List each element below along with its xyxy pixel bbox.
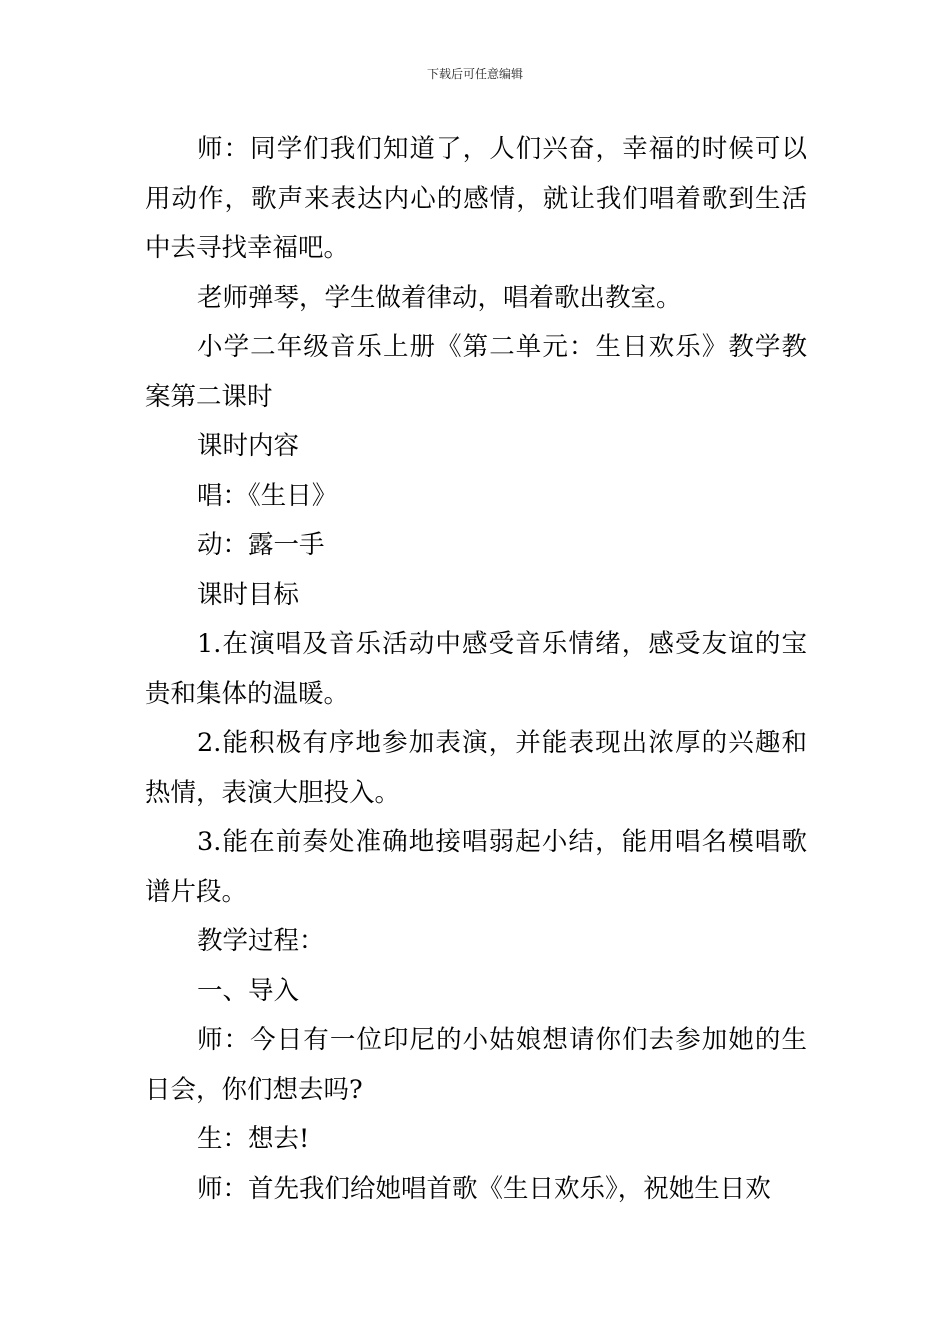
list-item: 1.在演唱及音乐活动中感受音乐情绪，感受友谊的宝贵和集体的温暖。	[145, 629, 807, 709]
paragraph: 生：想去!	[197, 1124, 310, 1154]
paragraph: 师：今日有一位印尼的小姑娘想请你们去参加她的生日会，你们想去吗?	[145, 1025, 807, 1105]
section-heading: 课时内容	[197, 431, 300, 461]
page-header: 下载后可任意编辑	[426, 67, 523, 81]
list-item: 3.能在前奏处准确地接唱弱起小结，能用唱名模唱歌谱片段。	[145, 827, 807, 907]
section-heading: 一、导入	[197, 975, 300, 1006]
section-heading: 课时目标	[197, 579, 300, 610]
paragraph: 动：露一手	[197, 530, 325, 560]
paragraph: 师：同学们我们知道了，人们兴奋，幸福的时候可以用动作，歌声来表达内心的感情，就让我们唱着歌到生活中去寻找幸福吧。	[145, 134, 807, 263]
paragraph: 老师弹琴，学生做着律动，唱着歌出教室。	[197, 282, 682, 313]
paragraph: 师：首先我们给她唱首歌《生日欢乐》，祝她生日欢	[197, 1173, 771, 1204]
paragraph: 唱：《生日》	[197, 480, 338, 511]
list-item: 2.能积极有序地参加表演，并能表现出浓厚的兴趣和热情，表演大胆投入。	[145, 728, 807, 808]
paragraph: 小学二年级音乐上册《第二单元：生日欢乐》教学教案第二课时	[145, 332, 807, 412]
section-heading: 教学过程：	[197, 926, 325, 956]
document-body	[145, 125, 807, 1214]
